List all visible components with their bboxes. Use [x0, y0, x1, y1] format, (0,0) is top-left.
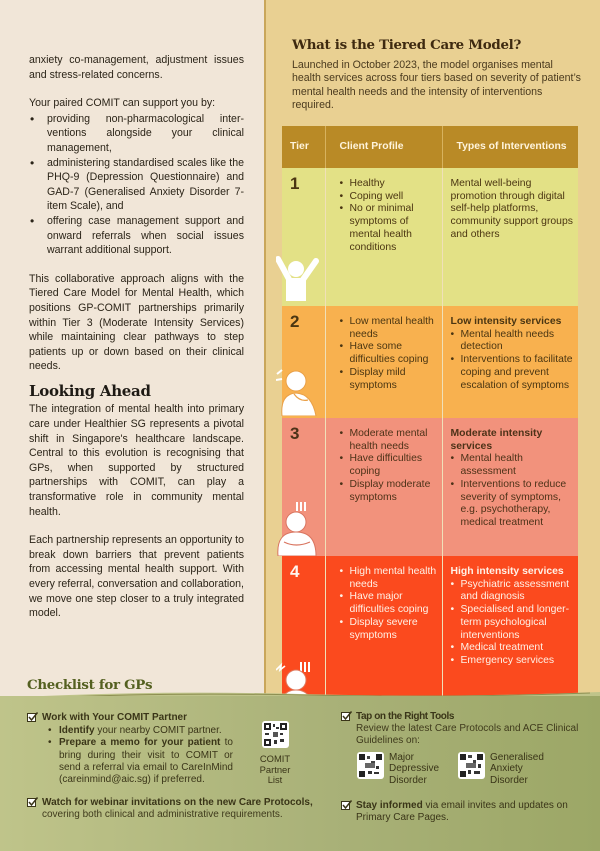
- intervention-item: • Medical treatment: [451, 642, 575, 655]
- checklist-subitem: [47, 737, 233, 786]
- intervention-item: • Interventions to reduce severity of symptoms, e.g. psychotherapy, medical treatment: [451, 479, 575, 530]
- tier-table: [282, 126, 578, 716]
- support-item: • offering case management support and onward referrals when social issues warrant additional support.: [29, 214, 244, 258]
- intervention-cell: [442, 168, 578, 306]
- qr-label: Major Depressive Disorder: [389, 752, 440, 786]
- gad-qr[interactable]: [458, 752, 588, 786]
- subitem-text: to bring during their visit to COMIT or send a referral via email to CareInMind (careinmind@aic.sg) if preferred.: [59, 737, 233, 786]
- mdd-qr[interactable]: [357, 752, 467, 786]
- tier-table-header: [282, 126, 578, 168]
- checkbox-tick-icon: [27, 712, 38, 723]
- intervention-item: • Mental health assessment: [451, 453, 575, 478]
- checklist-heading: Checklist for GPs: [27, 677, 153, 693]
- checkbox-tick-icon: [341, 800, 352, 811]
- informed-text: via email invites and updates on Primary Care Pages.: [356, 800, 568, 824]
- informed-bold: Stay informed: [356, 800, 423, 811]
- support-list: [29, 112, 244, 258]
- profile-item: • Display mild symptoms: [340, 367, 438, 392]
- intro-continuation: anxiety co-management, adjustment issues and stress-related concerns.: [29, 54, 244, 81]
- profile-cell: [325, 306, 442, 418]
- intervention-item: • Mental health needs detection: [451, 329, 575, 354]
- qr-code-icon[interactable]: [262, 721, 289, 748]
- intervention-cell: [442, 418, 578, 556]
- support-item: • providing non-pharmacological inter-ventions alongside your clinical management,: [29, 112, 244, 156]
- tiered-model-intro: Launched in October 2023, the model organises mental health services across four tiers based on severity of patient’s mental health needs and the intensity of interventions required.: [292, 59, 581, 112]
- collab-paragraph: This collaborative approach aligns with the Tiered Care Model for Mental Health, which positions GP-COMIT partnerships primarily within Tier 3 (Moderate Intensity Services) while maintaining clear pathways to step patients up or down based on their clinical needs.: [29, 272, 244, 373]
- checklist-item-stay-informed: [341, 800, 591, 824]
- profile-item: • Moderate mental health needs: [340, 428, 438, 453]
- col-header-profile: Client Profile: [325, 126, 442, 168]
- left-column: [0, 0, 266, 700]
- checklist-title: Watch for webinar invitations on the new Care Protocols,: [42, 797, 313, 808]
- intervention-text: Mental well-being promotion through digital self-help platforms, community support groups and others: [450, 178, 573, 240]
- checklist-item-work-with-comit: [27, 712, 233, 786]
- tiered-model-heading: What is the Tiered Care Model?: [292, 37, 521, 53]
- profile-item: • High mental health needs: [340, 566, 438, 591]
- subitem-bold: Identify: [59, 725, 95, 737]
- qr-code-icon[interactable]: [357, 752, 384, 779]
- tier-cell: [282, 418, 325, 556]
- col-header-tier: Tier: [282, 126, 325, 168]
- left-article: [29, 53, 244, 621]
- profile-item: • Low mental health needs: [340, 316, 438, 341]
- checklist-title: Tap on the Right Tools: [356, 711, 455, 722]
- looking-ahead-paragraph-1: The integration of mental health into primary care under Healthier SG represents a pivotal shift in Singapore's healthcare landscape. Central to this evolution is recognising that GPs, when supported by structured partnerships with COMIT, can play a transformative role in community mental health.: [29, 403, 244, 518]
- profile-item: • Healthy: [340, 178, 438, 191]
- profile-cell: [325, 168, 442, 306]
- tier-number: 2: [290, 312, 300, 331]
- intervention-heading: Moderate intensity services: [450, 428, 543, 452]
- qr-caption: COMIT Partner List: [259, 753, 291, 786]
- checkbox-tick-icon: [341, 711, 352, 722]
- qr-code-icon[interactable]: [458, 752, 485, 779]
- profile-item: • No or minimal symptoms of mental health conditions: [340, 203, 438, 254]
- checklist-subitem: [47, 725, 233, 737]
- comit-partner-qr[interactable]: [255, 721, 295, 785]
- checklist-desc: [356, 800, 591, 824]
- checkbox-tick-icon: [27, 797, 38, 808]
- profile-item: • Have some difficulties coping: [340, 341, 438, 366]
- worried-person-icon: [276, 364, 320, 416]
- profile-item: • Coping well: [340, 191, 438, 204]
- profile-item: • Have difficulties coping: [340, 453, 438, 478]
- checklist-desc: Review the latest Care Protocols and ACE Clinical Guidelines on:: [356, 723, 579, 747]
- checklist-title: Work with Your COMIT Partner: [42, 712, 188, 723]
- tier-row-2: [282, 306, 578, 418]
- intervention-cell: [442, 306, 578, 418]
- profile-cell: [325, 418, 442, 556]
- profile-item: • Display severe symptoms: [340, 617, 438, 642]
- subitem-bold: Prepare a memo for your patient: [59, 737, 221, 749]
- tier-number: 4: [290, 562, 300, 581]
- cheering-person-icon: [276, 253, 320, 301]
- col-header-interventions: Types of Interventions: [442, 126, 578, 168]
- looking-ahead-heading: Looking Ahead: [29, 381, 151, 400]
- checklist-item-tools: [341, 711, 591, 748]
- support-lead: Your paired COMIT can support you by:: [29, 97, 216, 110]
- intervention-item: • Specialised and longer-term psychological interventions: [451, 604, 575, 642]
- support-item: • administering standardised scales like the PHQ-9 (Depression Questionnaire) and GAD-7 (Generalised Anxiety Disorder 7-item Scale), and: [29, 156, 244, 214]
- intervention-item: • Interventions to facilitate coping and prevent escalation of symptoms: [451, 354, 575, 392]
- looking-ahead-paragraph-2: Each partnership represents an opportunity to break down barriers that prevent patients from accessing mental health support. With every referral, conversation and collaboration, we move one step closer to a truly integrated model.: [29, 534, 244, 620]
- tier-number: 1: [290, 174, 300, 193]
- intervention-item: • Psychiatric assessment and diagnosis: [451, 579, 575, 604]
- checklist-desc: covering both clinical and administrative requirements.: [42, 809, 283, 821]
- intervention-heading: High intensity services: [450, 566, 564, 577]
- tier-number: 3: [290, 424, 300, 443]
- profile-item: • Have major difficulties coping: [340, 591, 438, 616]
- tier-row-1: [282, 168, 578, 306]
- intervention-item: • Emergency services: [451, 655, 575, 668]
- intervention-heading: Low intensity services: [450, 316, 562, 327]
- stressed-person-icon: [276, 502, 320, 556]
- tier-row-3: [282, 418, 578, 556]
- tier-cell: [282, 306, 325, 418]
- tier-cell: [282, 168, 325, 306]
- subitem-text: your nearby COMIT partner.: [94, 725, 222, 737]
- profile-item: • Display moderate symptoms: [340, 479, 438, 504]
- checklist-item-webinar: [27, 797, 317, 821]
- qr-label: Generalised Anxiety Disorder: [490, 752, 544, 786]
